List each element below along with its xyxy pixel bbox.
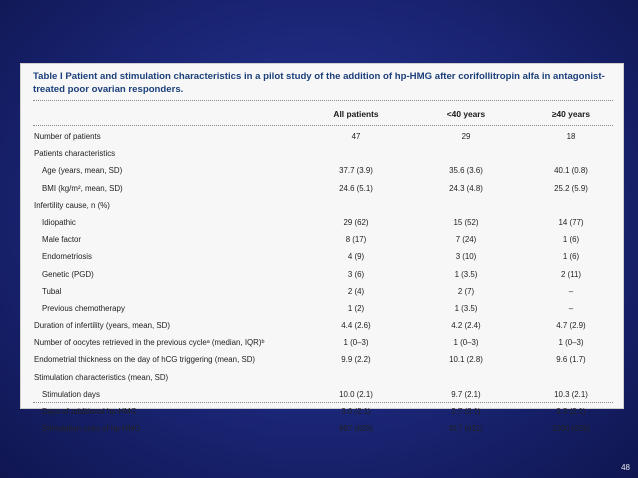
table-cell: 4.7 (2.9) bbox=[556, 321, 586, 331]
table-cell: 4 (9) bbox=[347, 252, 365, 262]
table-row bbox=[21, 197, 623, 214]
bottom-rule bbox=[33, 402, 613, 403]
table-cell: 1 (0–3) bbox=[558, 338, 584, 348]
table-cell: 3.0 (2.1) bbox=[341, 407, 371, 416]
table-cell: 35.6 (3.6) bbox=[449, 166, 483, 176]
row-label: Endometrial thickness on the day of hCG triggering (mean, SD) bbox=[34, 355, 256, 365]
row-label: Number of patients bbox=[34, 132, 101, 141]
table-row bbox=[21, 162, 623, 179]
table-row bbox=[21, 351, 623, 368]
row-label: Age (years, mean, SD) bbox=[42, 166, 123, 176]
table-row bbox=[21, 386, 623, 403]
table-cell: 1 (2) bbox=[347, 303, 365, 313]
table-cell: 2.7 (2.1) bbox=[451, 407, 481, 416]
table-row bbox=[21, 283, 623, 300]
table-cell: 40.1 (0.8) bbox=[554, 166, 588, 176]
table-cell: 15 (52) bbox=[453, 217, 479, 227]
table-row bbox=[21, 334, 623, 351]
table-cell: 3 (10) bbox=[455, 252, 477, 262]
table-row bbox=[21, 317, 623, 334]
column-header-under-40: <40 years bbox=[446, 109, 486, 119]
table-cell: 29 bbox=[461, 132, 471, 141]
table-cell: 14 (77) bbox=[558, 217, 584, 227]
table-cell: 24.6 (5.1) bbox=[339, 183, 373, 193]
table-cell: 18 bbox=[566, 132, 576, 141]
table-cell: 10.3 (2.1) bbox=[554, 389, 588, 399]
table-row bbox=[21, 420, 623, 437]
table-row bbox=[21, 369, 623, 386]
row-label: Infertility cause, n (%) bbox=[34, 200, 110, 210]
row-label: Stimulation days bbox=[42, 389, 100, 399]
table-cell: 10.1 (2.8) bbox=[449, 355, 483, 365]
table-cell: 9.7 (2.1) bbox=[451, 389, 481, 399]
table-cell: 1 (3.5) bbox=[454, 303, 478, 313]
table-cell: 4.2 (2.4) bbox=[451, 321, 481, 331]
row-label: Idiopathic bbox=[42, 217, 76, 227]
table-row bbox=[21, 128, 623, 145]
table-cell: – bbox=[568, 303, 574, 313]
table-cell: 4.4 (2.6) bbox=[341, 321, 371, 331]
table-cell: 47 bbox=[351, 132, 361, 141]
row-label: Patients characteristics bbox=[34, 149, 116, 159]
table-cell: 8 (17) bbox=[345, 235, 367, 245]
table-cell: 1000 (626) bbox=[551, 424, 591, 434]
table-cell: 3.3 (2.1) bbox=[556, 407, 586, 416]
table-cell: 25.2 (5.9) bbox=[554, 183, 588, 193]
table-body bbox=[21, 128, 623, 437]
table-cell: 37.7 (3.9) bbox=[339, 166, 373, 176]
table-row bbox=[21, 266, 623, 283]
column-header-over-40: ≥40 years bbox=[551, 109, 591, 119]
table-cell: 10.0 (2.1) bbox=[339, 389, 373, 399]
row-label: Male factor bbox=[42, 235, 82, 245]
table-cell: 24.3 (4.8) bbox=[449, 183, 483, 193]
row-label: Duration of infertility (years, mean, SD) bbox=[34, 321, 170, 331]
table-row bbox=[21, 300, 623, 317]
column-header-all-patients: All patients bbox=[333, 109, 379, 119]
table-cell: 897 (629) bbox=[339, 424, 373, 434]
row-label: Days of additional hp-HMG bbox=[42, 407, 137, 416]
top-rule bbox=[33, 100, 613, 101]
row-label: BMI (kg/m², mean, SD) bbox=[42, 183, 123, 193]
table-title: Table I Patient and stimulation characteristics in a pilot study of the addition of hp-HMG after corifollitropin alfa in antagonist-treated poor ovarian responders. bbox=[33, 71, 605, 95]
row-label: Previous chemotherapy bbox=[42, 303, 125, 313]
row-label: Stimulation characteristics (mean, SD) bbox=[34, 372, 169, 382]
table-row bbox=[21, 214, 623, 231]
table-cell: 29 (62) bbox=[343, 217, 369, 227]
table-cell: 817 (631) bbox=[449, 424, 483, 434]
table-cell: 7 (24) bbox=[455, 235, 477, 245]
table-panel bbox=[20, 63, 624, 434]
row-label: Endometriosis bbox=[42, 252, 92, 262]
table-cell: 9.9 (2.2) bbox=[341, 355, 371, 365]
table-cell: 3 (6) bbox=[347, 269, 365, 279]
table-cell: 1 (3.5) bbox=[454, 269, 478, 279]
table-cell: 1 (6) bbox=[562, 235, 580, 245]
table-cell: 1 (0–3) bbox=[453, 338, 479, 348]
table-cell: – bbox=[568, 286, 574, 296]
table-row bbox=[21, 403, 623, 420]
page-number: 48 bbox=[621, 463, 630, 472]
table-cell: 1 (0–3) bbox=[343, 338, 369, 348]
row-label: Tubal bbox=[42, 286, 62, 296]
table-cell: 2 (4) bbox=[347, 286, 365, 296]
table-row bbox=[21, 248, 623, 265]
table-cell: 2 (7) bbox=[457, 286, 475, 296]
table-row bbox=[21, 145, 623, 162]
header-rule bbox=[33, 125, 613, 126]
row-label: Genetic (PGD) bbox=[42, 269, 94, 279]
table-cell: 1 (6) bbox=[562, 252, 580, 262]
row-label: Stimulation units of hp-HMG bbox=[42, 424, 141, 434]
row-label: Number of oocytes retrieved in the previous cycleᵃ (median, IQR)ᵇ bbox=[34, 338, 265, 348]
table-row bbox=[21, 180, 623, 197]
table-cell: 2 (11) bbox=[560, 269, 582, 279]
table-row bbox=[21, 231, 623, 248]
table-cell: 9.6 (1.7) bbox=[556, 355, 586, 365]
